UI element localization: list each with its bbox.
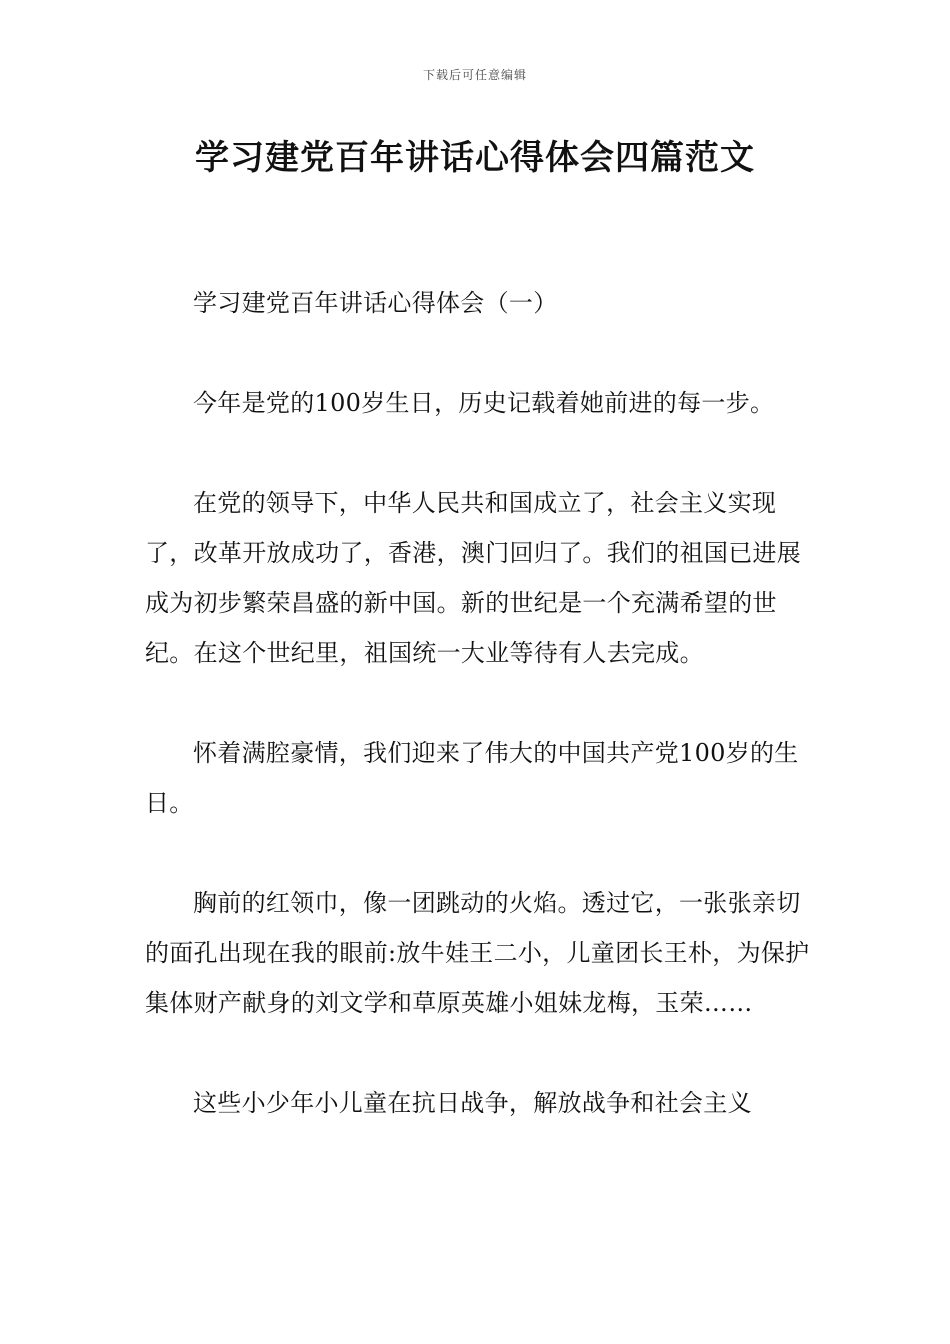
header-note: 下载后可任意编辑 (422, 68, 527, 82)
document-body (145, 278, 813, 1178)
paragraph: 这些小少年小儿童在抗日战争，解放战争和社会主义 (193, 1089, 752, 1117)
document-title: 学习建党百年讲话心得体会四篇范文 (195, 138, 755, 178)
section-heading: 学习建党百年讲话心得体会（一） (193, 289, 558, 317)
paragraph: 在党的领导下，中华人民共和国成立了，社会主义实现了，改革开放成功了，香港，澳门回归了。我们的祖国已进展成为初步繁荣昌盛的新中国。新的世纪是一个充满希望的世纪。在这个世纪里，祖国统一大业等待有人去完成。 (145, 489, 802, 667)
paragraph: 怀着满腔豪情，我们迎来了伟大的中国共产党100岁的生日。 (145, 739, 799, 817)
paragraph: 胸前的红领巾，像一团跳动的火焰。透过它，一张张亲切的面孔出现在我的眼前:放牛娃王二小，儿童团长王朴，为保护集体财产献身的刘文学和草原英雄小姐妹龙梅，玉荣…… (145, 889, 810, 1017)
paragraph: 今年是党的100岁生日，历史记载着她前进的每一步。 (193, 389, 775, 417)
